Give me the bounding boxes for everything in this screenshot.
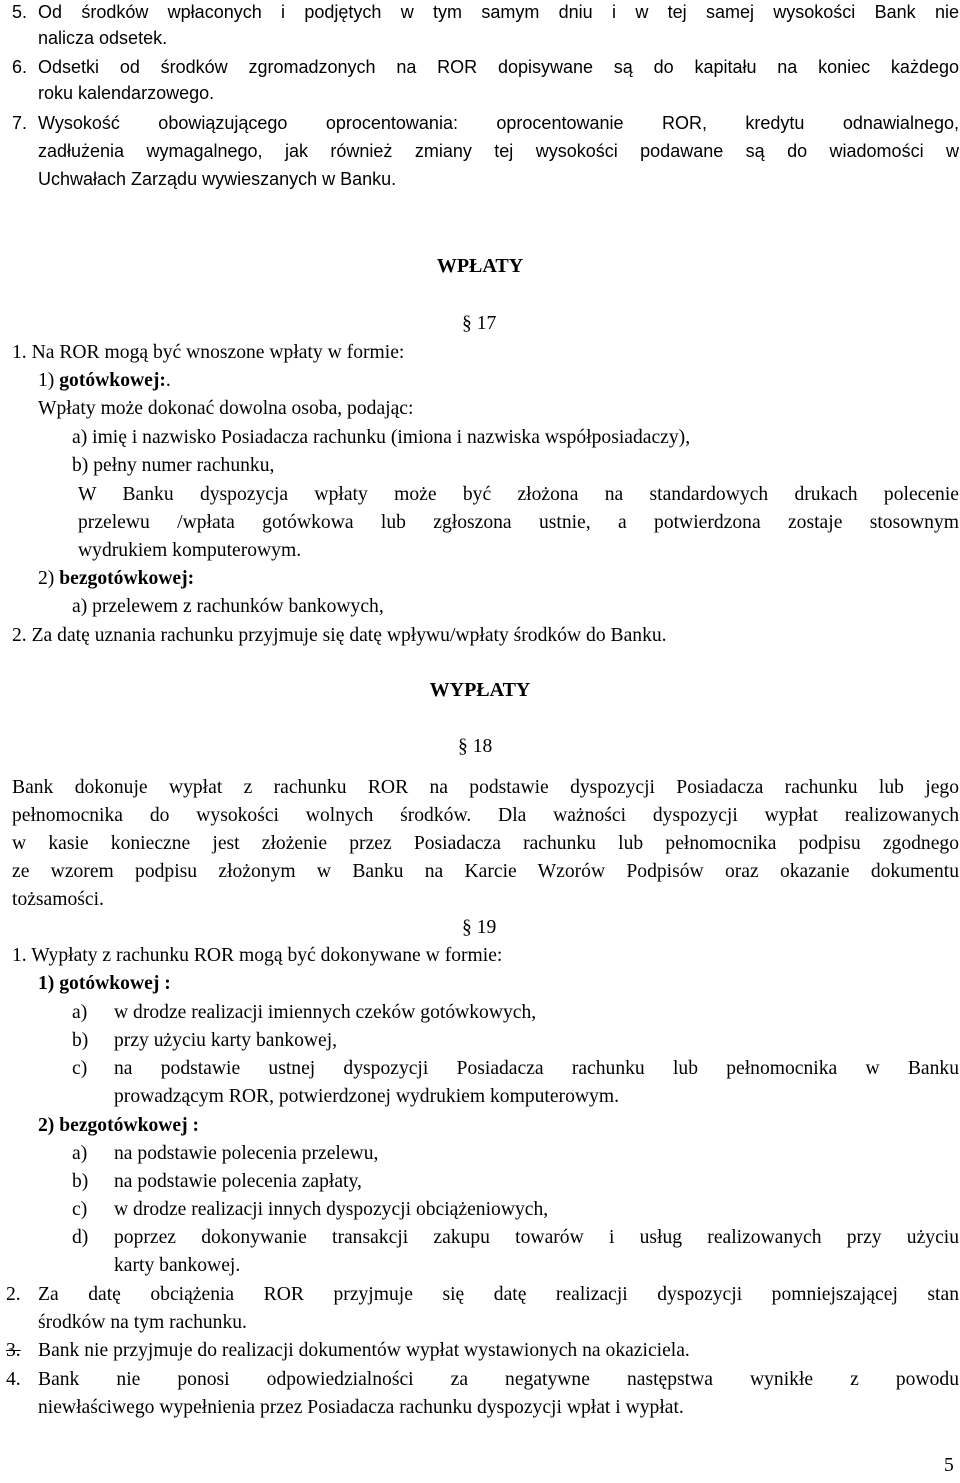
wyplaty-point-2-line: środków na tym rachunku. xyxy=(38,1312,247,1333)
wyplaty-noncash-item: na podstawie polecenia przelewu, xyxy=(114,1143,379,1164)
list-text-line: Od środków wpłaconych i podjętych w tym samym dniu i w tej samej wysokości Bank nie xyxy=(38,2,959,22)
wplaty-note-line: przelewu /wpłata gotówkowa lub zgłoszona ustnie, a potwierdzona zostaje stosownym xyxy=(78,512,959,533)
wyplaty-point-4-line: niewłaściwego wypełnienia przez Posiadacza rachunku dyspozycji wpłat i wypłat. xyxy=(38,1397,684,1418)
wyplaty-noncash-item: w drodze realizacji innych dyspozycji obciążeniowych, xyxy=(114,1199,549,1220)
paragraph-mark-17: § 17 xyxy=(462,313,497,334)
wplaty-option-a: a) imię i nazwisko Posiadacza rachunku (imiona i nazwiska współposiadaczy), xyxy=(72,427,691,448)
wyplaty-cash-item: przy użyciu karty bankowej, xyxy=(114,1030,338,1051)
wyplaty-noncash-item-num: a) xyxy=(72,1143,88,1164)
list-text-line: Uchwałach Zarządu wywieszanych w Banku. xyxy=(38,169,397,189)
wyplaty-noncash-item-num: b) xyxy=(72,1171,89,1192)
wplaty-note-line: W Banku dyspozycja wpłaty może być złożona na standardowych drukach polecenie xyxy=(78,484,959,505)
wplaty-option-cash: 1) gotówkowej:. xyxy=(38,370,171,391)
list-text-line: nalicza odsetek. xyxy=(38,28,168,48)
section-heading-wplaty: WPŁATY xyxy=(436,255,524,277)
wyplaty-body-line: pełnomocnika do wysokości wolnych środków. Dla ważności dyspozycji wypłat realizowanych xyxy=(12,805,959,826)
wyplaty-point-4-line: Bank nie ponosi odpowiedzialności za negatywne następstwa wynikłe z powodu xyxy=(38,1369,959,1390)
wyplaty-body-line: w kasie konieczne jest złożenie przez Posiadacza rachunku lub pełnomocnika podpisu zgodnego xyxy=(12,833,959,854)
wyplaty-noncash-item-num: d) xyxy=(72,1227,89,1248)
list-text-line: Odsetki od środków zgromadzonych na ROR dopisywane są do kapitału na koniec każdego xyxy=(38,57,959,77)
wyplaty-point-3-num: 3. xyxy=(6,1340,21,1361)
wyplaty-noncash-item: karty bankowej. xyxy=(114,1255,241,1276)
wyplaty-point-2-num: 2. xyxy=(6,1284,21,1305)
list-number: 6. xyxy=(12,57,28,77)
list-text-line: roku kalendarzowego. xyxy=(38,83,215,103)
wyplaty-cash-item-num: a) xyxy=(72,1002,88,1023)
list-number: 5. xyxy=(12,2,28,22)
wyplaty-point-4-num: 4. xyxy=(6,1369,21,1390)
wplaty-option-b: b) pełny numer rachunku, xyxy=(72,455,275,476)
wyplaty-noncash-item-num: c) xyxy=(72,1199,88,1220)
wplaty-intro: Wpłaty może dokonać dowolna osoba, podając: xyxy=(38,398,414,419)
wplaty-option-transfer: a) przelewem z rachunków bankowych, xyxy=(72,596,384,617)
wyplaty-cash-item-num: b) xyxy=(72,1030,89,1051)
wyplaty-option-noncash: 2) bezgotówkowej : xyxy=(38,1115,200,1136)
wyplaty-noncash-item: poprzez dokonywanie transakcji zakupu towarów i usług realizowanych przy użyciu xyxy=(114,1227,959,1248)
wyplaty-cash-item: w drodze realizacji imiennych czeków gotówkowych, xyxy=(114,1002,537,1023)
wplaty-note-line: wydrukiem komputerowym. xyxy=(78,540,302,561)
wplaty-point-2: 2. Za datę uznania rachunku przyjmuje się datę wpływu/wpłaty środków do Banku. xyxy=(12,625,667,646)
wyplaty-option-cash: 1) gotówkowej : xyxy=(38,973,171,994)
wyplaty-cash-item: na podstawie ustnej dyspozycji Posiadacza rachunku lub pełnomocnika w Banku xyxy=(114,1058,959,1079)
wyplaty-body-line: ze wzorem podpisu złożonym w Banku na Karcie Wzorów Podpisów oraz okazanie dokumentu xyxy=(12,861,959,882)
wyplaty-point-1: 1. Wypłaty z rachunku ROR mogą być dokonywane w formie: xyxy=(12,945,503,966)
wyplaty-point-3: Bank nie przyjmuje do realizacji dokumentów wypłat wystawionych na okaziciela. xyxy=(38,1340,690,1361)
paragraph-mark-19: § 19 xyxy=(462,917,497,938)
wyplaty-cash-item: prowadzącym ROR, potwierdzonej wydrukiem komputerowym. xyxy=(114,1086,619,1107)
wyplaty-point-2-line: Za datę obciążenia ROR przyjmuje się datę realizacji dyspozycji pomniejszającej stan xyxy=(38,1284,959,1305)
list-text-line: zadłużenia wymagalnego, jak również zmiany tej wysokości podawane są do wiadomości w xyxy=(38,141,959,161)
wplaty-option-noncash: 2) bezgotówkowej: xyxy=(38,568,195,589)
section-heading-wyplaty: WYPŁATY xyxy=(429,679,531,701)
paragraph-mark-18: § 18 xyxy=(458,736,493,757)
wyplaty-body-line: tożsamości. xyxy=(12,889,104,910)
list-number: 7. xyxy=(12,113,28,133)
list-text-line: Wysokość obowiązującego oprocentowania: oprocentowanie ROR, kredytu odnawialnego, xyxy=(38,113,959,133)
wyplaty-noncash-item: na podstawie polecenia zapłaty, xyxy=(114,1171,362,1192)
wyplaty-cash-item-num: c) xyxy=(72,1058,88,1079)
wyplaty-body-line: Bank dokonuje wypłat z rachunku ROR na podstawie dyspozycji Posiadacza rachunku lub jego xyxy=(12,777,959,798)
wplaty-point-1: 1. Na ROR mogą być wnoszone wpłaty w formie: xyxy=(12,342,405,363)
page-number: 5 xyxy=(944,1455,954,1476)
